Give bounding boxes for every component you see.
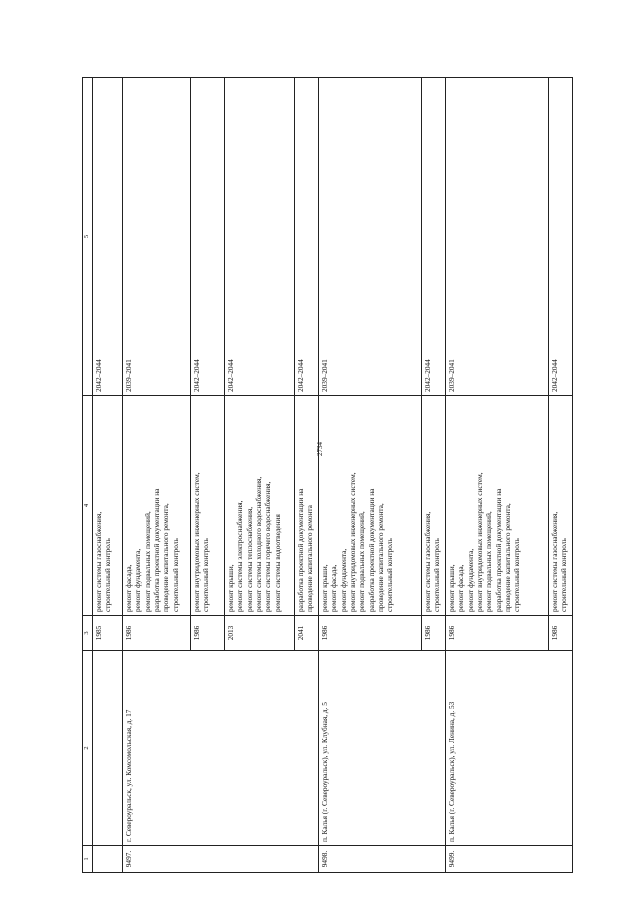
table-row — [446, 78, 549, 873]
period-cell: 2039–2041 — [123, 78, 191, 396]
header-col-3: 3 — [83, 616, 93, 651]
year-cell: 1986 — [319, 616, 422, 651]
year-cell: 1986 — [422, 616, 446, 651]
year-cell: 2013 — [225, 616, 295, 651]
header-col-4: 4 — [83, 396, 93, 616]
year-cell: 2041 — [295, 616, 319, 651]
header-col-2: 2 — [83, 651, 93, 846]
year-cell: 1986 — [446, 616, 549, 651]
works-cell: ремонт крыши, ремонт фасада, ремонт фундамента, ремонт внутридомовых инженерных систем, ремонт подвальных помещений, разработка проектной документации на проведение капитального ремонта, строительный контроль — [446, 396, 549, 616]
period-cell: 2042–2044 — [422, 78, 446, 396]
rotated-table-container — [82, 78, 570, 873]
works-cell: ремонт фасада, ремонт фундамента, ремонт подвальных помещений, разработка проектной документации на проведение капитального ремонта, строительный контроль — [123, 396, 191, 616]
header-row — [83, 78, 93, 873]
year-cell: 1986 — [549, 616, 573, 651]
works-cell: ремонт крыши, ремонт фасада, ремонт фундамента, ремонт внутридомовых инженерных систем, ремонт подвальных помещений, разработка проектной документации на проведение капитального ремонта, строительный контроль — [319, 396, 422, 616]
table-row — [93, 78, 123, 873]
address-cell — [93, 651, 123, 846]
works-cell: ремонт системы газоснабжения, строительный контроль — [549, 396, 573, 616]
period-cell: 2042–2044 — [191, 78, 225, 396]
page-number: 2734 — [316, 442, 324, 456]
period-cell: 2039–2041 — [319, 78, 422, 396]
address-cell: п. Калья (г. Североуральск), ул. Клубная, д. 5 — [319, 651, 446, 846]
row-number: 9499. — [446, 846, 573, 873]
works-cell: ремонт внутридомовых инженерных систем, строительный контроль — [191, 396, 225, 616]
header-col-1: 1 — [83, 846, 93, 873]
header-col-5: 5 — [83, 78, 93, 396]
row-number — [93, 846, 123, 873]
period-cell: 2039–2041 — [446, 78, 549, 396]
table-row — [123, 78, 191, 873]
period-cell: 2042–2044 — [225, 78, 295, 396]
works-cell: ремонт системы газоснабжения, строительный контроль — [422, 396, 446, 616]
works-cell: ремонт системы газоснабжения, строительный контроль — [93, 396, 123, 616]
year-cell: 1986 — [123, 616, 191, 651]
period-cell: 2042–2044 — [93, 78, 123, 396]
repair-schedule-table — [82, 77, 573, 873]
row-number: 9498. — [319, 846, 446, 873]
table-row — [319, 78, 422, 873]
period-cell: 2042–2044 — [549, 78, 573, 396]
row-number: 9497. — [123, 846, 319, 873]
address-cell: г. Североуральск, ул. Комсомольская, д. 17 — [123, 651, 319, 846]
period-cell: 2042–2044 — [295, 78, 319, 396]
works-cell: разработка проектной документации на проведение капитального ремонта — [295, 396, 319, 616]
year-cell: 1985 — [93, 616, 123, 651]
works-cell: ремонт крыши, ремонт системы электроснабжения, ремонт системы теплоснабжения, ремонт системы холодного водоснабжения, ремонт системы горячего водоснабжения, ремонт системы водоотведения — [225, 396, 295, 616]
address-cell: п. Калья (г. Североуральск), ул. Ленина, д. 53 — [446, 651, 573, 846]
year-cell: 1986 — [191, 616, 225, 651]
